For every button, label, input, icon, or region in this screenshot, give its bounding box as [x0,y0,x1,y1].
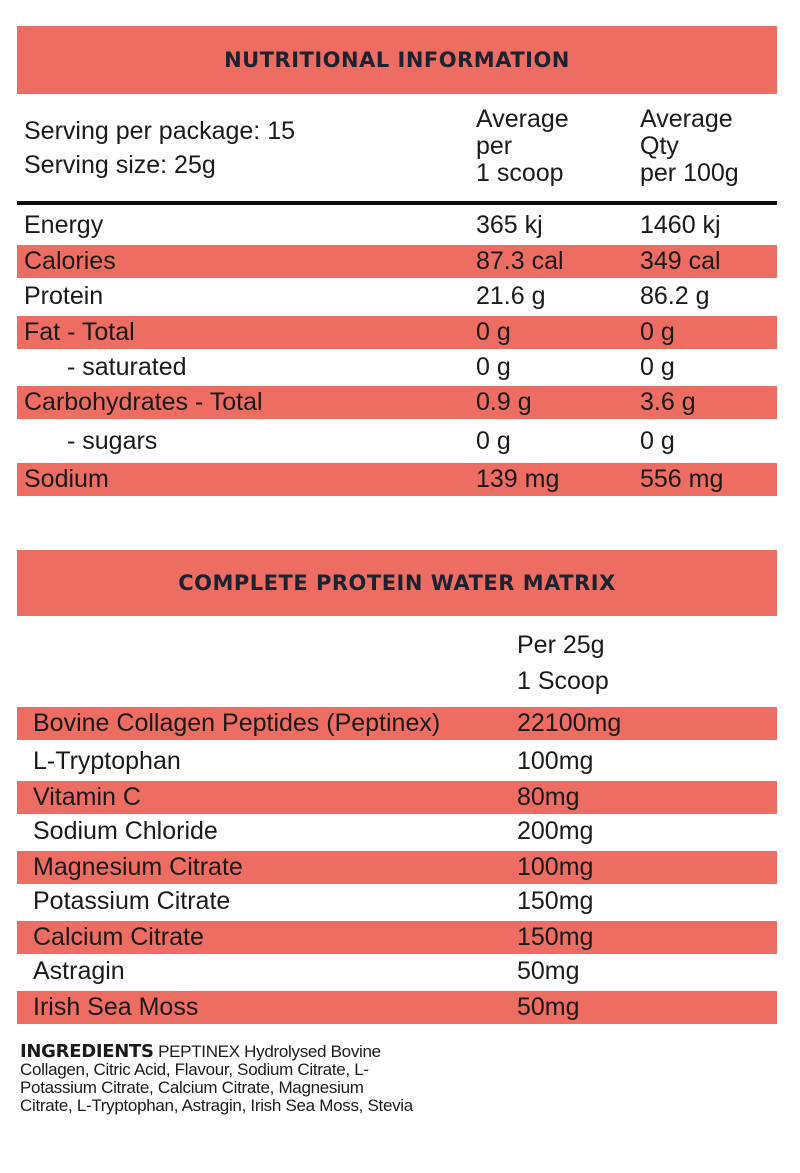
matrix-amount: 80mg [517,783,580,811]
per-scoop-value: 0 g [476,427,511,455]
col2-header-line: per 100g [640,159,739,187]
col1-header-line: Average [476,105,569,133]
matrix-amount: 22100mg [517,709,622,737]
per-scoop-column-header [476,106,569,187]
matrix-ingredient-name: L-Tryptophan [33,747,181,775]
matrix-amount: 100mg [517,853,594,881]
col2-header-line: Qty [640,132,679,160]
matrix-amount: 200mg [517,817,594,845]
nutrition-title: NUTRITIONAL INFORMATION [224,48,570,72]
per-scoop-value: 139 mg [476,465,560,493]
matrix-ingredient-name: Calcium Citrate [33,923,204,951]
col2-header-line: Average [640,105,733,133]
serving-per-package: Serving per package: 15 [24,117,296,145]
nutrient-name: Protein [24,282,104,310]
per-scoop-value: 365 kj [476,211,543,239]
matrix-row-sodium-chloride [17,815,777,848]
per-100g-value: 1460 kj [640,211,721,239]
matrix-column-header [517,627,609,699]
matrix-amount: 50mg [517,957,580,985]
per-100g-value: 0 g [640,318,675,346]
per-100g-value: 0 g [640,427,675,455]
nutrient-name: Carbohydrates - Total [24,388,263,416]
matrix-ingredient-name: Magnesium Citrate [33,853,243,881]
matrix-ingredient-name: Vitamin C [33,783,141,811]
nutrient-name: - sugars [67,427,158,455]
nutrition-row-protein [17,280,777,313]
matrix-ingredient-name: Potassium Citrate [33,887,231,915]
ingredients-text: PEPTINEX Hydrolysed Bovine Collagen, Citric Acid, Flavour, Sodium Citrate, L- Potassium Citrate, Calcium Citrate, Magnesium Citrate, L-Tryptophan, Astragin, Irish Sea Moss, Stevia [20,1042,413,1115]
nutrition-row-fat-total [17,316,777,349]
per-100g-value: 349 cal [640,247,721,275]
ingredients-label: INGREDIENTS [20,1041,154,1062]
matrix-ingredient-name: Bovine Collagen Peptides (Peptinex) [33,709,441,737]
matrix-header-line: Per 25g [517,631,605,659]
per-100g-column-header [640,106,739,187]
matrix-title-banner [17,550,777,616]
matrix-ingredient-name: Sodium Chloride [33,817,218,845]
col1-header-line: 1 scoop [476,159,564,187]
nutrient-name: Calories [24,247,116,275]
matrix-row-calcium-citrate [17,921,777,954]
per-scoop-value: 0 g [476,353,511,381]
nutrient-name: Sodium [24,465,109,493]
per-100g-value: 86.2 g [640,282,710,310]
per-scoop-value: 0 g [476,318,511,346]
header-divider [17,201,777,205]
nutrition-row-saturated [17,351,777,384]
serving-info [24,114,295,182]
nutrient-name: Energy [24,211,104,239]
matrix-header-line: 1 Scoop [517,667,609,695]
matrix-row-vitamin-c [17,781,777,814]
nutrition-row-calories [17,245,777,278]
matrix-row-bovine-collagen [17,707,777,740]
matrix-row-astragin [17,955,777,988]
nutrition-row-sugars [17,425,777,458]
matrix-row-magnesium-citrate [17,851,777,884]
matrix-row-irish-sea-moss [17,991,777,1024]
per-100g-value: 0 g [640,353,675,381]
col1-header-line: per [476,132,513,160]
per-scoop-value: 87.3 cal [476,247,564,275]
per-100g-value: 3.6 g [640,388,696,416]
matrix-row-potassium-citrate [17,885,777,918]
matrix-ingredient-name: Irish Sea Moss [33,993,199,1021]
matrix-amount: 150mg [517,923,594,951]
nutrient-name: - saturated [67,353,187,381]
per-scoop-value: 21.6 g [476,282,546,310]
nutrition-row-sodium [17,463,777,496]
ingredients-block [20,1043,420,1115]
matrix-row-l-tryptophan [17,745,777,778]
matrix-title: COMPLETE PROTEIN WATER MATRIX [178,571,616,595]
per-100g-value: 556 mg [640,465,724,493]
nutrition-row-carbohydrates [17,386,777,419]
matrix-ingredient-name: Astragin [33,957,125,985]
nutrition-title-banner [17,26,777,94]
nutrition-row-energy [17,209,777,242]
matrix-amount: 100mg [517,747,594,775]
matrix-amount: 150mg [517,887,594,915]
nutrient-name: Fat - Total [24,318,135,346]
matrix-amount: 50mg [517,993,580,1021]
per-scoop-value: 0.9 g [476,388,532,416]
serving-size: Serving size: 25g [24,151,216,179]
